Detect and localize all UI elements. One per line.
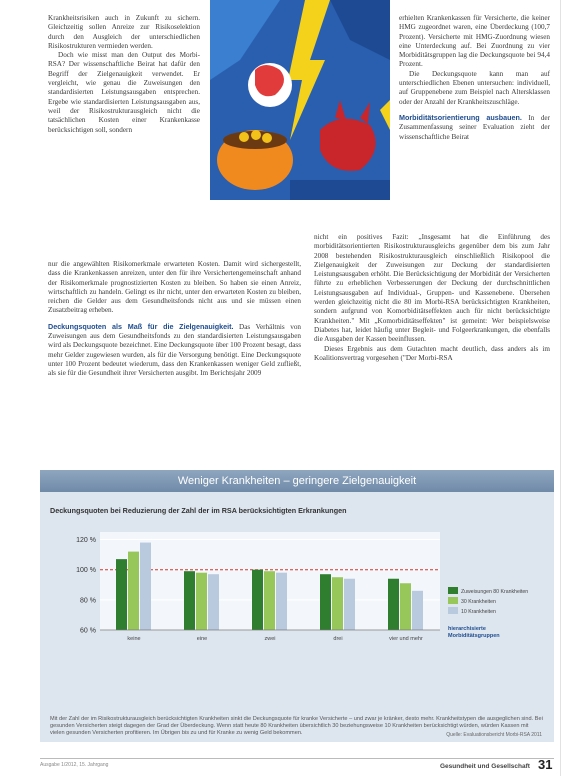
- article-column-right-bottom: [314, 233, 550, 363]
- paragraph-text: Das Verhältnis von Zuweisungen aus dem Gesundheitsfonds zu den standardisierten Leistungsausgaben wird als Deckungsquote bezeichnet. Eine Deckungsquote über 100 Prozent besagt, dass mehr Gelder zugewiesen wurden, als für die Versorgung benötigt. Eine Deckungsquote unter 100 Prozent bedeutet wiederum, dass den Krankenkassen weniger Geld zufließt, als sie für die Gesundheit ihrer Versicherten ausgibt. Im Berichtsjahr 2009: [48, 322, 302, 378]
- x-tick-label: keine: [127, 636, 141, 642]
- page-number: 31: [538, 757, 553, 772]
- chart-panel: [40, 470, 554, 742]
- legend-label: Zuweisungen 80 Krankheiten: [461, 589, 529, 595]
- paragraph: Die Deckungsquote kann man auf unterschiedlichen Ebenen untersuchen: individuell, auf Gruppenebene zum Beispiel nach Altersklassen oder der Anzahl der Krankheitszuschläge.: [399, 69, 550, 106]
- paragraph: Doch wie misst man den Output des Morbi-RSA? Der wissenschaftliche Beirat hat dafür den Begriff der Zielgenauigkeit verwendet. Er vergleicht, wie genau die Zuweisungen den standardisierten Leistungsausgaben entsprechen. Ergebe wie standardisierten Leistungsausgaben aus, weil der Risikostrukturausgleich nicht die tatsächlichen Kosten einer Krankenkasse berücksichtigen soll, sondern: [48, 51, 200, 134]
- bar: [208, 574, 219, 630]
- bar: [276, 573, 287, 630]
- legend-swatch: [448, 607, 458, 614]
- bar: [388, 579, 399, 630]
- bar: [140, 543, 151, 630]
- article-column-left-top: [48, 14, 200, 135]
- bar: [320, 574, 331, 630]
- legend-swatch: [448, 597, 458, 604]
- bar-chart: [40, 470, 554, 716]
- paragraph: erhielten Krankenkassen für Versicherte, die keiner HMG zugeordnet waren, eine Überdeckung (100,7 Prozent). Versicherte mit HMG-Zuordnung wiesen eine Unterdeckung auf. Bei Zuordnung zu vier Morbiditätsgruppen lag die Deckungsquote bei 94,4 Prozent.: [399, 14, 550, 69]
- x-tick-label: vier und mehr: [389, 636, 423, 642]
- paragraph: nur die angewählten Risikomerkmale erwarteten Kosten. Damit wird sichergestellt, dass die Krankenkassen anreizen, unter den für ihre Versichertengemeinschaft anhand der Risikomerkmale prognostizierten Kosten zu bleiben. So haben sie einen Anreiz, wirtschaftlich zu handeln. Gelingt es ihr nicht, unter den erwarteten Kosten zu bleiben, reichen die Gelder aus dem Gesundheitsfonds nicht aus und sie müssen einen Zusatzbeitrag erheben.: [48, 260, 301, 315]
- paragraph: Dieses Ergebnis aus dem Gutachten macht deutlich, dass anders als im Koalitionsvertrag vorgesehen ("Der Morbi-RSA: [314, 344, 550, 362]
- bar: [400, 583, 411, 630]
- chart-caption: Mit der Zahl der im Risikostrukturausgleich berücksichtigten Krankheiten sinkt die Deckungsquote für kranke Versicherte – und zwar je kränker, desto mehr. Krankheitstypen die ausgeglichen sind. Bei gesunden Versicherten steigt dagegen der Grad der Überdeckung. Wenn statt heute 80 Krankheiten übersichtlich 30 beziehungsweise 10 Krankheiten berücksichtigt würden, würden Kassen mit vielen gesunden Versicherten profitieren. Im Übrigen bis zu und für Kranke zu wenig Geld bekommen.: [50, 716, 543, 736]
- legend-label: 10 Krankheiten: [461, 609, 496, 615]
- bar: [264, 571, 275, 630]
- y-tick-label: 120 %: [76, 537, 96, 545]
- chart-title: Deckungsquoten bei Reduzierung der Zahl der im RSA berücksichtigten Erkrankungen: [50, 506, 347, 515]
- bar: [116, 559, 127, 630]
- chart-source: Quelle: Evaluationsbericht Morbi-RSA 2011: [446, 732, 542, 738]
- bar: [412, 591, 423, 630]
- x-axis-label: hierarchisierte: [448, 626, 486, 632]
- x-tick-label: eine: [196, 636, 208, 642]
- legend-label: 30 Krankheiten: [461, 599, 496, 605]
- article-column-left-bottom: [48, 260, 301, 379]
- footer-issue: Ausgabe 1/2012, 15. Jahrgang: [40, 762, 109, 768]
- footer-rule: [40, 758, 554, 759]
- chart-banner: Weniger Krankheiten – geringere Zielgenauigkeit: [40, 470, 554, 492]
- paragraph: nicht ein positives Fazit: „Insgesamt hat die Einführung des morbiditätsorientierten Risikostrukturausgleichs gegenüber dem bis zum Jahr 2008 bestehenden Risikostrukturausgleich einschließlich Risikopool die Zielgenauigkeit der Zuweisungen zur Deckung der standardisierten Leistungsausgaben erhöht. Die Berücksichtigung der Morbidität der Versicherten führte zu erheblichen Verbesserungen der Deckung der durchschnittlichen Leistungsausgaben auf Individual-, Gruppen- und Kassenebene. Übersehen werden gleichzeitig nicht die 80 im Morbi-RSA berücksichtigten Krankheiten, sondern aufgrund von Komorbiditätseffekten auch für nicht berücksichtigte Krankheiten." Mit „Komorbiditätseffekten" ist gemeint: Wer beispielsweise Diabetes hat, leidet häufig unter Begleit- und Folgeerkrankungen, die ebenfalls die Ausgaben der Kassen beeinflussen.: [314, 233, 550, 344]
- bar: [344, 579, 355, 630]
- paragraph-with-heading: [399, 113, 550, 142]
- subheading-deckungsquoten: Deckungsquoten als Maß für die Zielgenauigkeit.: [48, 321, 234, 331]
- illustration-art: [210, 0, 390, 200]
- y-tick-label: 60 %: [80, 627, 96, 635]
- article-column-right-top: [399, 14, 550, 142]
- subheading-morbiditaet: Morbiditätsorientierung ausbauen.: [399, 112, 522, 122]
- bar: [196, 573, 207, 630]
- paragraph-text: In der Zusammenfassung seiner Evaluation zieht der wissenschaftliche Beirat: [399, 113, 550, 141]
- legend-swatch: [448, 587, 458, 594]
- bar: [332, 577, 343, 630]
- footer-section: Gesundheit und Gesellschaft: [440, 763, 530, 770]
- bar: [252, 570, 263, 630]
- y-tick-label: 100 %: [76, 567, 96, 575]
- bar: [184, 571, 195, 630]
- paragraph: Krankheitsrisiken auch in Zukunft zu sichern. Gleichzeitig sollen Anreize zur Risikoselektion durch den Ausgleich der unterschiedlichen Risikostrukturen vermieden werden.: [48, 14, 200, 50]
- x-axis-label: Morbiditätsgruppen: [448, 633, 500, 639]
- bar: [128, 552, 139, 630]
- x-tick-label: drei: [333, 636, 343, 642]
- article-illustration: [210, 0, 390, 200]
- paragraph-with-heading: [48, 322, 301, 379]
- x-tick-label: zwei: [264, 636, 276, 642]
- y-tick-label: 80 %: [80, 597, 96, 605]
- page-edge: [560, 0, 561, 776]
